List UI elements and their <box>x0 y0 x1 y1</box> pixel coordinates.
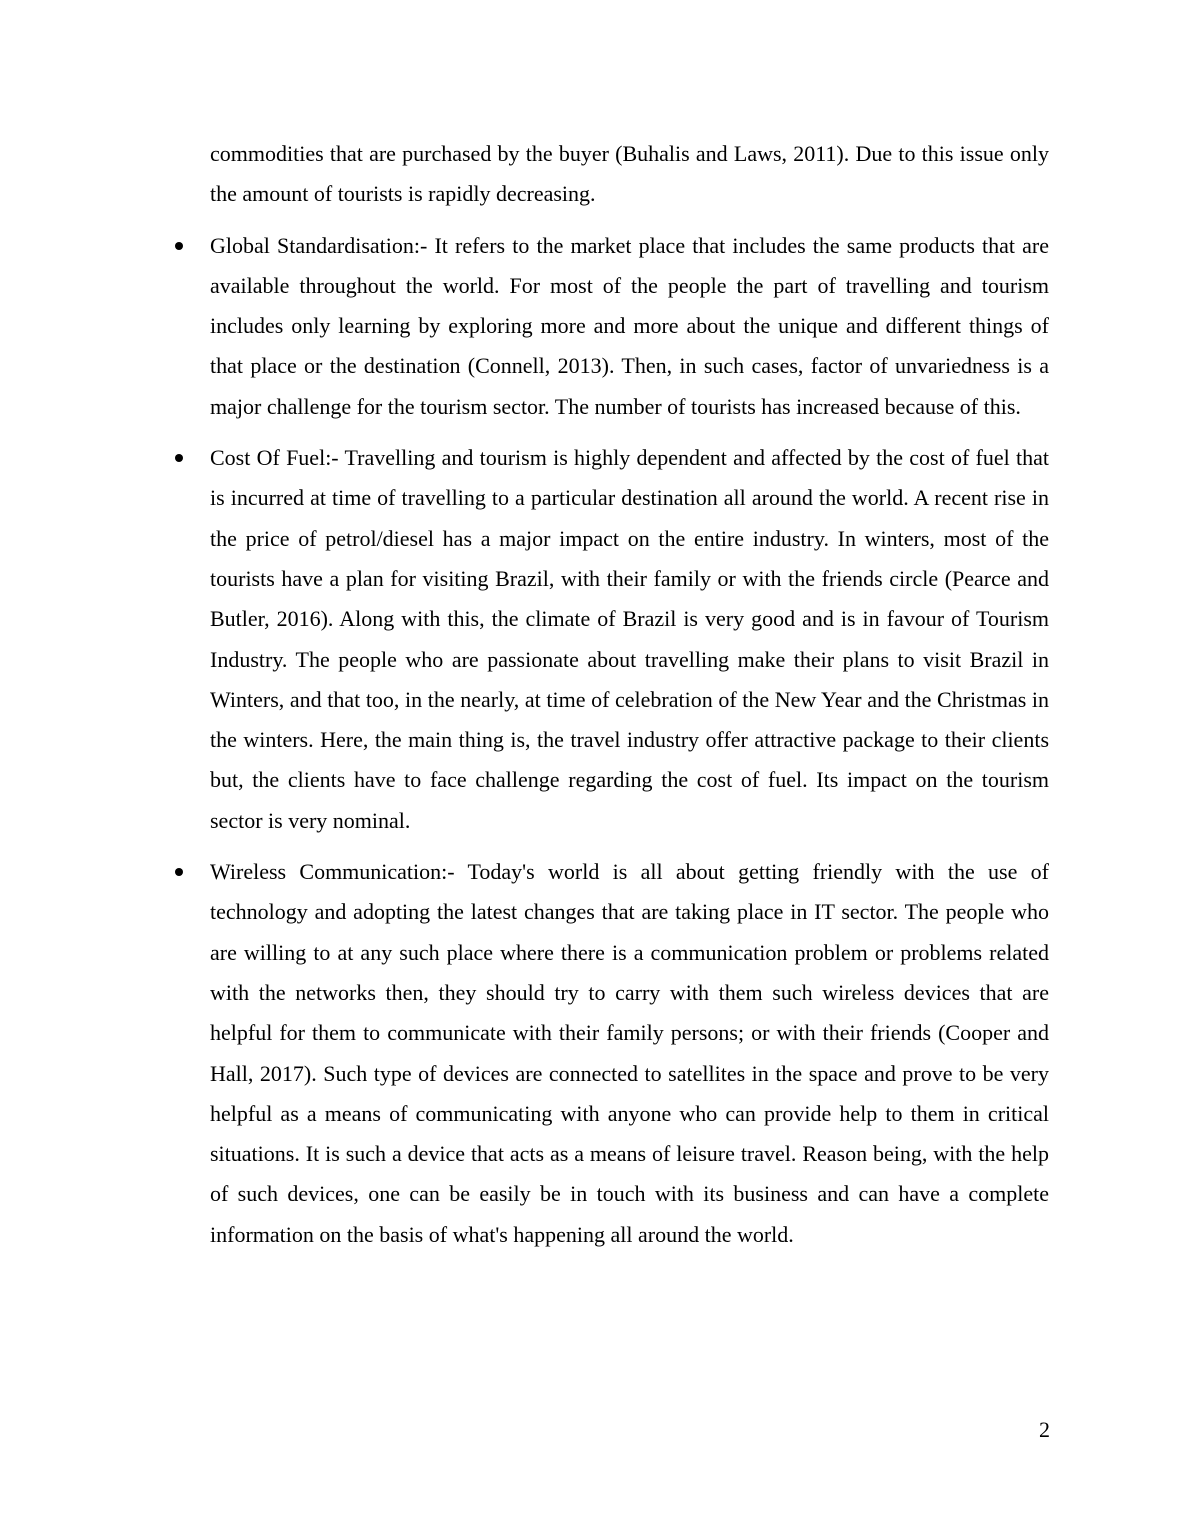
bullet-text: Wireless Communication:- Today's world is all about getting friendly with the use of technology and adopting the latest changes that are taking place in IT sector. The people who are willing to at any such place where there is a communication problem or problems related with the networks then, they should try to carry with them such wireless devices that are helpful for them to communicate with their family persons; or with their friends (Cooper and Hall, 2017). Such type of devices are connected to satellites in the space and prove to be very helpful as a means of communicating with anyone who can provide help to them in critical situations. It is such a device that acts as a means of leisure travel. Reason being, with the help of such devices, one can be easily be in touch with its business and can have a complete information on the basis of what's happening all around the world. <box>210 859 1049 1247</box>
bullet-text: Global Standardisation:- It refers to the market place that includes the same products that are available throughout the world. For most of the people the part of travelling and tourism includes only learning by exploring more and more about the unique and different things of that place or the destination (Connell, 2013). Then, in such cases, factor of unvariedness is a major challenge for the tourism sector. The number of tourists has increased because of this. <box>210 232 1049 419</box>
bullet-icon <box>175 454 183 462</box>
page-content <box>210 134 1049 1255</box>
bullet-icon <box>175 868 183 876</box>
bullet-item-cost-of-fuel <box>210 438 1049 841</box>
page-number: 2 <box>1039 1417 1050 1442</box>
continuation-paragraph: commodities that are purchased by the buyer (Buhalis and Laws, 2011). Due to this issue only the amount of tourists is rapidly decreasing. <box>210 141 1049 207</box>
bullet-text: Cost Of Fuel:- Travelling and tourism is highly dependent and affected by the cost of fuel that is incurred at time of travelling to a particular destination all around the world. A recent rise in the price of petrol/diesel has a major impact on the entire industry. In winters, most of the tourists have a plan for visiting Brazil, with their family or with the friends circle (Pearce and Butler, 2016). Along with this, the climate of Brazil is very good and is in favour of Tourism Industry. The people who are passionate about travelling make their plans to visit Brazil in Winters, and that too, in the nearly, at time of celebration of the New Year and the Christmas in the winters. Here, the main thing is, the travel industry offer attractive package to their clients but, the clients have to face challenge regarding the cost of fuel. Its impact on the tourism sector is very nominal. <box>210 445 1049 833</box>
bullet-item-global-standardisation <box>210 226 1049 427</box>
bullet-item-wireless-communication <box>210 852 1049 1255</box>
bullet-icon <box>175 242 183 250</box>
